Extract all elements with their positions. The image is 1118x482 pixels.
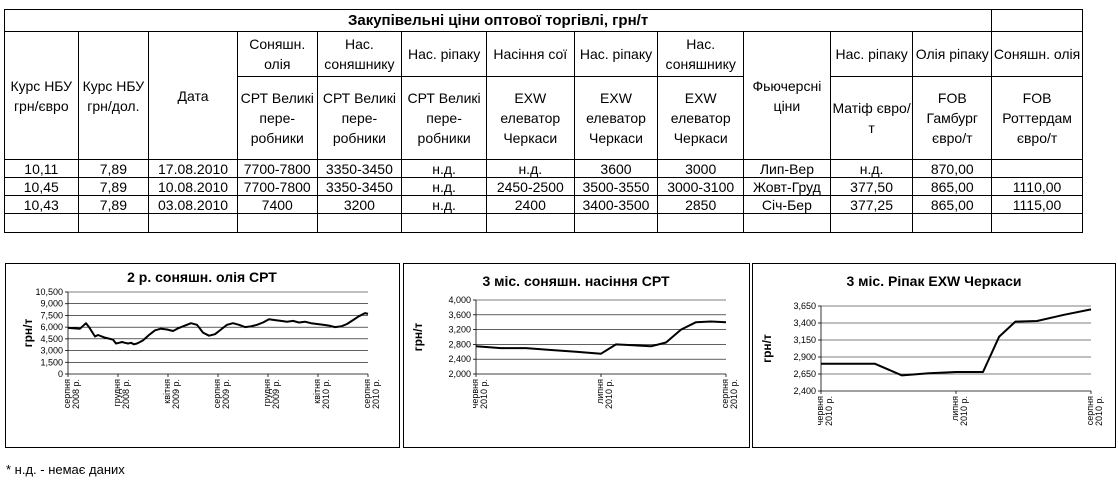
- table-row: [5, 178, 1083, 196]
- table-title: Закупівельні ціни оптової торгівлі, грн/т: [5, 10, 992, 32]
- x-tick-label: квітня2009 р.: [162, 379, 181, 410]
- subheader-7: Матіф євро/т: [830, 77, 913, 160]
- cell: 10,43: [5, 196, 79, 214]
- header-eur-rate: Курс НБУ грн/євро: [5, 32, 79, 160]
- y-tick-label: 3,150: [793, 335, 816, 345]
- header-sunflower-oil-2: Соняшн. олія: [992, 32, 1083, 77]
- y-tick-label: 10,500: [35, 287, 63, 297]
- y-tick-label: 4,000: [448, 295, 471, 305]
- y-axis-label: грн/т: [21, 318, 35, 348]
- subheader-3: EXW елеватор Черкаси: [486, 77, 574, 160]
- y-tick-label: 4,500: [40, 333, 63, 344]
- series-line: [476, 322, 726, 354]
- cell: Жовт-Груд: [744, 178, 831, 196]
- cell: 03.08.2010: [149, 196, 238, 214]
- series-line: [821, 309, 1091, 375]
- y-tick-label: 3,200: [448, 324, 471, 335]
- subheader-5: EXW елеватор Черкаси: [658, 77, 744, 160]
- subheader-4: EXW елеватор Черкаси: [574, 77, 658, 160]
- cell: н.д.: [402, 178, 487, 196]
- x-tick-label: липня2010 р.: [595, 379, 614, 410]
- cell: н.д.: [402, 196, 487, 214]
- cell: 10.08.2010: [149, 178, 238, 196]
- cell: 870,00: [913, 160, 992, 178]
- table-row: [5, 160, 1083, 178]
- footnote: * н.д. - немає даних: [6, 462, 125, 477]
- cell: 2400: [486, 196, 574, 214]
- prices-table: [4, 9, 1083, 233]
- cell: 17.08.2010: [149, 160, 238, 178]
- cell: 7700-7800: [237, 160, 317, 178]
- chart-rapeseed-svg: [753, 264, 1115, 447]
- header-soybean: Насіння сої: [486, 32, 574, 77]
- cell: 865,00: [913, 178, 992, 196]
- header-sunflower-seed: Нас. соняшнику: [317, 32, 402, 77]
- cell: н.д.: [830, 160, 913, 178]
- cell: 3350-3450: [317, 178, 402, 196]
- cell: 2450-2500: [486, 178, 574, 196]
- cell: 7700-7800: [237, 178, 317, 196]
- y-tick-label: 3,000: [40, 345, 63, 356]
- y-tick-label: 6,000: [40, 322, 63, 333]
- x-tick-label: квітня2010 р.: [312, 379, 331, 410]
- cell: 2850: [658, 196, 744, 214]
- header-rapeseed-3: Нас. ріпаку: [830, 32, 913, 77]
- y-tick-label: 2,800: [448, 339, 471, 350]
- chart-sunflower-seed-svg: [404, 264, 749, 447]
- y-tick-label: 3,400: [793, 318, 816, 328]
- subheader-9: FOB Роттердам євро/т: [992, 77, 1083, 160]
- cell: 3400-3500: [574, 196, 658, 214]
- cell: 7,89: [78, 178, 149, 196]
- cell: 10,45: [5, 178, 79, 196]
- header-rapeseed-oil: Олія ріпаку: [913, 32, 992, 77]
- table-row: [5, 196, 1083, 214]
- chart-rapeseed: [752, 263, 1116, 448]
- subheader-0: СРТ Великі пере-робники: [237, 77, 317, 160]
- x-tick-label: серпня2008 р.: [62, 379, 81, 410]
- y-axis-label: грн/т: [411, 322, 425, 352]
- cell: 865,00: [913, 196, 992, 214]
- subheader-8: FOB Гамбург євро/т: [913, 77, 992, 160]
- y-tick-label: 9,000: [40, 298, 63, 309]
- y-tick-label: 3,600: [448, 309, 471, 320]
- y-tick-label: 1,500: [40, 357, 63, 368]
- header-sunflower-oil: Соняшн. олія: [237, 32, 317, 77]
- header-usd-rate: Курс НБУ грн/дол.: [78, 32, 149, 160]
- y-tick-label: 2,000: [448, 369, 471, 379]
- cell: 3350-3450: [317, 160, 402, 178]
- cell: 7,89: [78, 160, 149, 178]
- cell: 1115,00: [992, 196, 1083, 214]
- chart-title: 2 р. соняшн. олія СРТ: [127, 269, 277, 285]
- y-tick-label: 2,400: [793, 386, 816, 396]
- x-tick-label: грудня2009 р.: [262, 379, 281, 410]
- cell: н.д.: [486, 160, 574, 178]
- y-tick-label: 2,650: [793, 369, 816, 379]
- x-tick-label: серпня2009 р.: [212, 379, 231, 410]
- y-tick-label: 0: [57, 369, 63, 379]
- cell: 7400: [237, 196, 317, 214]
- header-rapeseed: Нас. ріпаку: [402, 32, 487, 77]
- cell: [992, 160, 1083, 178]
- cell: 377,25: [830, 196, 913, 214]
- subheader-2: СРТ Великі пере-робники: [402, 77, 487, 160]
- subheader-1: СРТ Великі пере-робники: [317, 77, 402, 160]
- cell: 3500-3550: [574, 178, 658, 196]
- cell: 3000: [658, 160, 744, 178]
- chart-title: 3 міс. соняшн. насіння СРТ: [482, 273, 670, 289]
- cell: Січ-Бер: [744, 196, 831, 214]
- cell: 3600: [574, 160, 658, 178]
- chart-sunflower-seed: [403, 263, 750, 448]
- header-futures: Фьючерсні ціни: [744, 32, 831, 160]
- cell: 7,89: [78, 196, 149, 214]
- chart-title: 3 міс. Ріпак EXW Черкаси: [846, 273, 1022, 289]
- chart-sunflower-oil: [5, 263, 400, 448]
- header-sunflower-seed-2: Нас. соняшнику: [658, 32, 744, 77]
- chart-sunflower-oil-svg: [6, 264, 399, 447]
- y-tick-label: 2,900: [793, 352, 816, 362]
- y-axis-label: грн/т: [760, 334, 774, 363]
- cell: 3200: [317, 196, 402, 214]
- series-line: [68, 313, 368, 344]
- header-date: Дата: [149, 32, 238, 160]
- x-tick-label: серпня2010 р.: [362, 379, 381, 410]
- cell: н.д.: [402, 160, 487, 178]
- cell: 377,50: [830, 178, 913, 196]
- cell: 10,11: [5, 160, 79, 178]
- y-tick-label: 3,650: [793, 301, 816, 311]
- prices-table-wrapper: [4, 9, 1083, 233]
- y-tick-label: 7,500: [40, 310, 63, 321]
- x-tick-label: червня2010 р.: [470, 379, 489, 410]
- header-rapeseed-2: Нас. ріпаку: [574, 32, 658, 77]
- y-tick-label: 2,400: [448, 354, 471, 365]
- table-row-empty: [5, 214, 1083, 233]
- x-tick-label: липня2010 р.: [950, 396, 969, 427]
- cell: Лип-Вер: [744, 160, 831, 178]
- x-tick-label: червня2010 р.: [815, 396, 834, 427]
- x-tick-label: грудня2008 р.: [112, 379, 131, 410]
- cell: 1110,00: [992, 178, 1083, 196]
- x-tick-label: серпня2010 р.: [720, 379, 739, 410]
- x-tick-label: серпня2010 р.: [1085, 396, 1104, 427]
- cell: 3000-3100: [658, 178, 744, 196]
